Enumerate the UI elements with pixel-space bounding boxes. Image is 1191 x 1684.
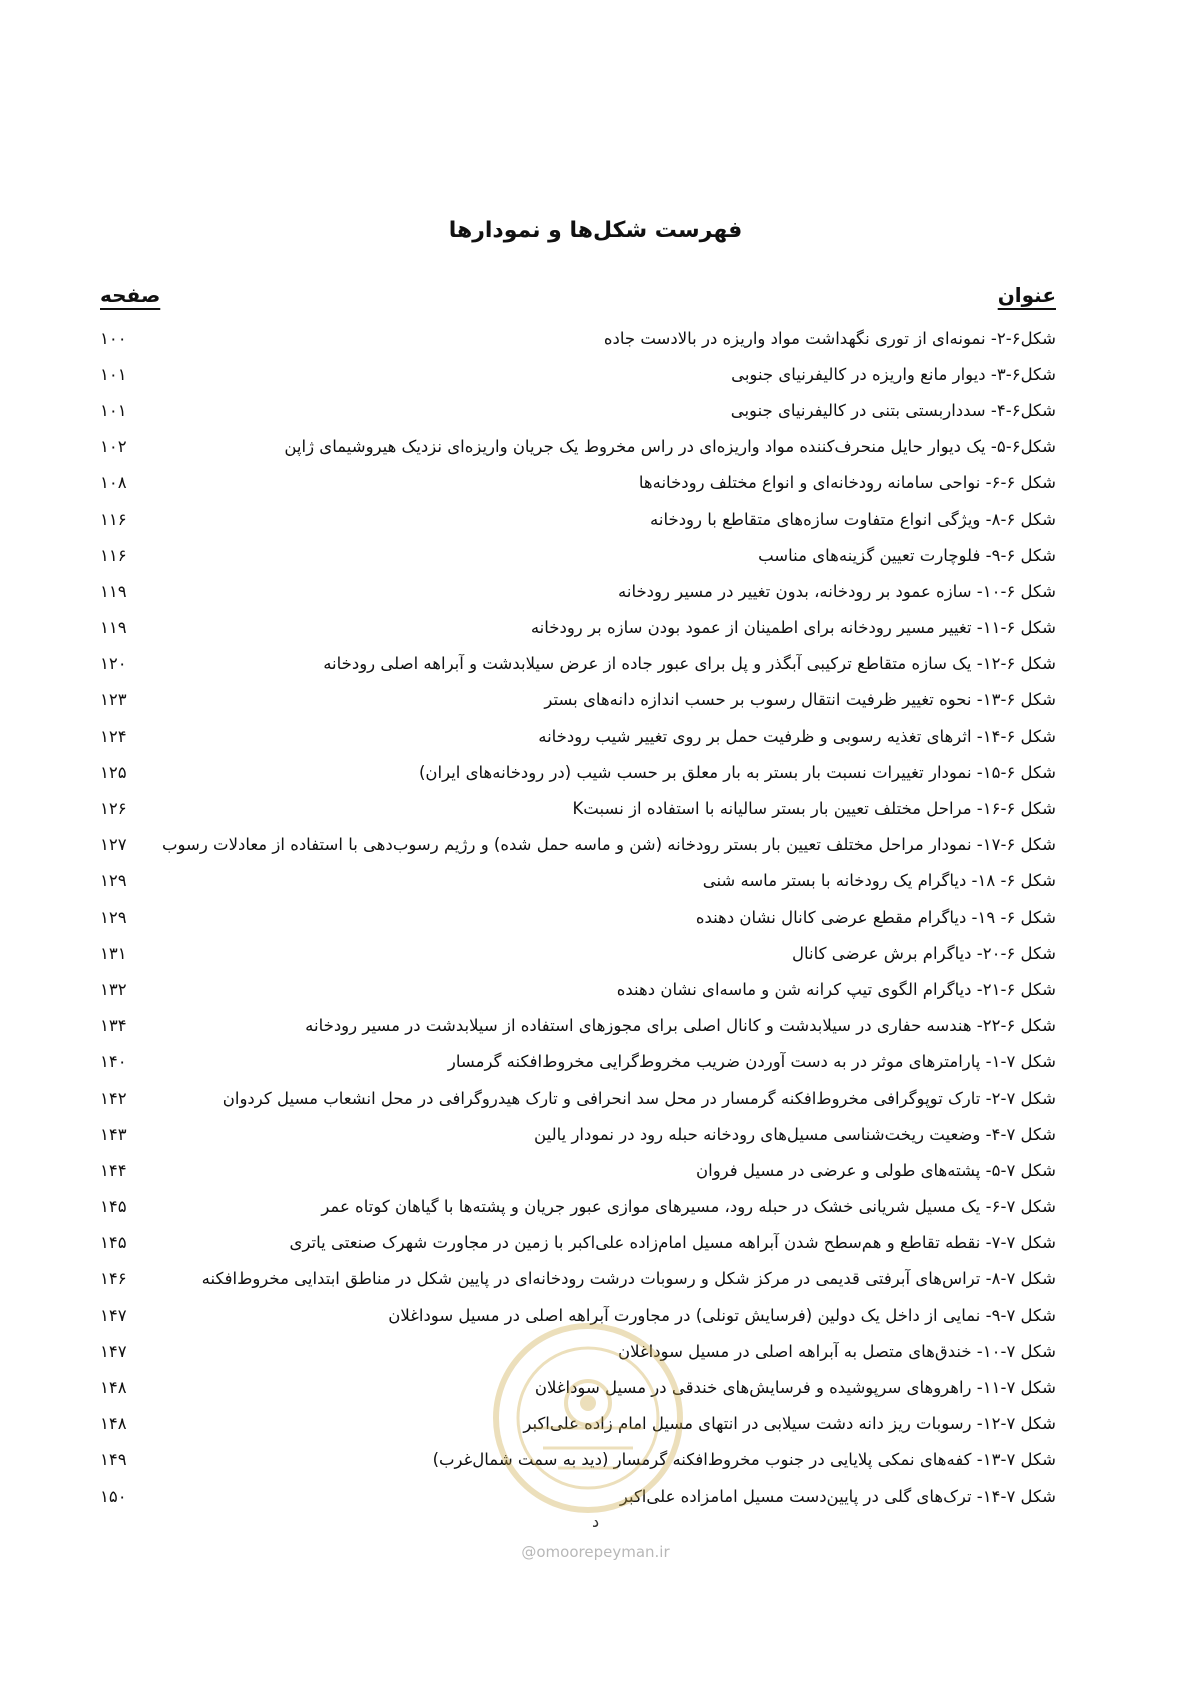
entry-title: شکل ۷-۸- تراس‌های آبرفتی قدیمی در مرکز شکل و رسوبات درشت رودخانه‌ای در پایین شکل در مناطق ابتدایی مخروط‌افکنه	[201, 1269, 1056, 1289]
entry-title: شکل۶-۳- دیوار مانع واریزه در کالیفرنیای جنوبی	[731, 364, 1056, 384]
page-title: فهرست شکل‌ها و نمودارها	[448, 218, 743, 243]
entry-page-number: ۱۲۹	[100, 907, 127, 927]
entry-title: شکل ۷-۵- پشته‌های طولی و عرضی در مسیل فروان	[696, 1160, 1056, 1180]
entry-title: شکل ۶-۱۴- اثرهای تغذیه رسوبی و ظرفیت حمل بر روی تغییر شیب رودخانه	[538, 726, 1056, 746]
toc-entry	[100, 1261, 1056, 1297]
toc-entry	[100, 501, 1056, 537]
entry-title: شکل ۷-۷- نقطه تقاطع و هم‌سطح شدن آبراهه مسیل امام‌زاده علی‌اکبر با زمین در مجاورت شهرک صنعتی یاتری	[289, 1233, 1056, 1253]
entry-title: شکل ۶-۱۱- تغییر مسیر رودخانه برای اطمینان از عمود بودن سازه بر رودخانه	[530, 618, 1056, 638]
toc-entry	[100, 1008, 1056, 1044]
entry-page-number: ۱۵۰	[100, 1486, 127, 1506]
entry-title: شکل ۶-۲۲- هندسه حفاری در سیلابدشت و کانال اصلی برای مجوزهای استفاده از سیلابدشت در مسیر رودخانه	[305, 1016, 1056, 1036]
toc-entry	[100, 1116, 1056, 1152]
entry-title: شکل ۷-۹- نمایی از داخل یک دولین (فرسایش تونلی) در مجاورت آبراهه اصلی در مسیل سوداغلان	[388, 1305, 1056, 1325]
entry-page-number: ۱۴۲	[100, 1088, 127, 1108]
entry-page-number: ۱۳۲	[100, 979, 127, 999]
toc-entry	[100, 899, 1056, 935]
entry-page-number: ۱۲۹	[100, 871, 127, 891]
toc-entry	[100, 1189, 1056, 1225]
watermark-text: @omoorepeyman.ir	[521, 1543, 670, 1561]
entry-page-number: ۱۲۷	[100, 835, 127, 855]
entry-title: شکل ۶-۱۲- یک سازه متقاطع ترکیبی آبگذر و پل برای عبور جاده از عرض سیلابدشت و آبراهه اصلی رودخانه	[323, 654, 1056, 674]
toc-entry	[100, 1080, 1056, 1116]
toc-entry	[100, 1225, 1056, 1261]
entry-title: شکل ۷-۴- وضعیت ریخت‌شناسی مسیل‌های رودخانه حبله رود در نمودار یالین	[534, 1124, 1056, 1144]
entry-title: شکل ۷-۱- پارامترهای موثر در به دست آوردن ضریب مخروط‌گرایی مخروط‌افکنه گرمسار	[447, 1052, 1056, 1072]
entry-title: شکل ۷-۶- یک مسیل شریانی خشک در حبله رود، مسیرهای موازی عبور جریان و پشته‌ها با گیاهان کوتاه عمر	[321, 1197, 1056, 1217]
toc-entry	[100, 465, 1056, 501]
entry-page-number: ۱۴۸	[100, 1378, 127, 1398]
entry-title: شکل ۶-۱۷- نمودار مراحل مختلف تعیین بار بستر رودخانه (شن و ماسه حمل شده) و رژیم رسوب‌دهی با استفاده از معادلات رسوب	[161, 835, 1056, 855]
entry-title: شکل ۷-۱۲- رسوبات ریز دانه دشت سیلابی در انتهای مسیل امام زاده علی‌اکبر	[523, 1414, 1056, 1434]
entry-page-number: ۱۴۵	[100, 1197, 127, 1217]
entry-page-number: ۱۴۹	[100, 1450, 127, 1470]
toc-entry	[100, 754, 1056, 790]
entry-title: شکل ۶-۱۵- نمودار تغییرات نسبت بار بستر به بار معلق بر حسب شیب (در رودخانه‌های ایران)	[418, 762, 1056, 782]
entry-title: شکل ۶- ۱۸- دیاگرام یک رودخانه با بستر ماسه شنی	[702, 871, 1056, 891]
toc-entry	[100, 610, 1056, 646]
entry-title: شکل۶-۴- سدداربستی بتنی در کالیفرنیای جنوبی	[730, 400, 1056, 420]
toc-entry	[100, 429, 1056, 465]
entry-page-number: ۱۴۷	[100, 1305, 127, 1325]
entry-page-number: ۱۰۰	[100, 328, 127, 348]
entry-page-number: ۱۴۷	[100, 1341, 127, 1361]
entry-title: شکل ۶-۹- فلوچارت تعیین گزینه‌های مناسب	[758, 545, 1056, 565]
toc-entry	[100, 718, 1056, 754]
toc-entry	[100, 356, 1056, 392]
entry-title: شکل ۶-۱۳- نحوه تغییر ظرفیت انتقال رسوب بر حسب اندازه دانه‌های بستر	[544, 690, 1056, 710]
entry-title: شکل ۶-۲۰- دیاگرام برش عرضی کانال	[792, 943, 1056, 963]
entry-page-number: ۱۰۸	[100, 473, 127, 493]
entry-title: شکل ۶-۲۱- دیاگرام الگوی تیپ کرانه شن و ماسه‌ای نشان دهنده	[616, 979, 1056, 999]
page-number: د	[591, 1512, 600, 1531]
toc-entry	[100, 392, 1056, 428]
entry-page-number: ۱۴۸	[100, 1414, 127, 1434]
column-header-title: عنوان	[997, 283, 1056, 307]
entry-page-number: ۱۴۶	[100, 1269, 127, 1289]
toc-entry	[100, 1152, 1056, 1188]
entry-page-number: ۱۱۶	[100, 545, 127, 565]
toc-entry	[100, 827, 1056, 863]
entry-page-number: ۱۲۳	[100, 690, 127, 710]
entry-title: شکل ۶-۱۰- سازه عمود بر رودخانه، بدون تغییر در مسیر رودخانه	[618, 581, 1056, 601]
entry-title: شکل ۷-۱۰- خندق‌های متصل به آبراهه اصلی در مسیل سوداغلان	[618, 1341, 1056, 1361]
toc-entry	[100, 537, 1056, 573]
toc-entry	[100, 971, 1056, 1007]
toc-entry	[100, 1044, 1056, 1080]
entry-title: شکل ۶-۸- ویژگی انواع متفاوت سازه‌های متقاطع با رودخانه	[650, 509, 1056, 529]
entry-page-number: ۱۳۴	[100, 1016, 127, 1036]
entry-title: شکل ۷-۱۳- کفه‌های نمکی پلایایی در جنوب مخروط‌افکنه گرمسار (دید به سمت شمال‌غرب)	[432, 1450, 1056, 1470]
entry-page-number: ۱۱۹	[100, 581, 127, 601]
toc-entry	[100, 935, 1056, 971]
entry-title: شکل ۷-۱۴- ترک‌های گلی در پایین‌دست مسیل امامزاده علی‌اکبر	[619, 1486, 1056, 1506]
entry-title: شکل ۶-۱۶- مراحل مختلف تعیین بار بستر سالیانه با استفاده از نسبتK	[572, 799, 1056, 819]
toc-entry	[100, 863, 1056, 899]
entry-page-number: ۱۴۵	[100, 1233, 127, 1253]
column-header-page: صفحه	[100, 283, 161, 307]
toc-entry	[100, 320, 1056, 356]
entry-page-number: ۱۲۴	[100, 726, 127, 746]
entry-page-number: ۱۱۶	[100, 509, 127, 529]
toc-entry	[100, 573, 1056, 609]
entry-title: شکل ۷-۱۱- راهروهای سرپوشیده و فرسایش‌های خندقی در مسیل سوداغلان	[534, 1378, 1056, 1398]
toc-entry	[100, 682, 1056, 718]
entry-page-number: ۱۰۱	[100, 364, 127, 384]
entry-page-number: ۱۴۳	[100, 1124, 127, 1144]
entry-page-number: ۱۰۱	[100, 400, 127, 420]
entry-page-number: ۱۰۲	[100, 437, 127, 457]
entry-page-number: ۱۲۵	[100, 762, 127, 782]
entry-page-number: ۱۳۱	[100, 943, 127, 963]
entry-title: شکل ۶- ۱۹- دیاگرام مقطع عرضی کانال نشان دهنده	[695, 907, 1056, 927]
entry-title: شکل ۷-۲- تارک توپوگرافی مخروط‌افکنه گرمسار در محل سد انحرافی و تارک هیدروگرافی در محل انشعاب مسیل کردوان	[222, 1088, 1056, 1108]
toc-entry	[100, 790, 1056, 826]
toc-entry	[100, 646, 1056, 682]
entry-title: شکل ۶-۶- نواحی سامانه رودخانه‌ای و انواع مختلف رودخانه‌ها	[638, 473, 1056, 493]
seal-logo-icon	[488, 1318, 688, 1518]
entry-page-number: ۱۲۶	[100, 799, 127, 819]
entry-title: شکل۶-۲- نمونه‌ای از توری نگهداشت مواد واریزه در بالادست جاده	[603, 328, 1056, 348]
entry-page-number: ۱۱۹	[100, 618, 127, 638]
entry-title: شکل۶-۵- یک دیوار حایل منحرف‌کننده مواد واریزه‌ای در راس مخروط یک جریان واریزه‌ای نزدیک هیروشیمای ژاپن	[284, 437, 1056, 457]
entry-page-number: ۱۲۰	[100, 654, 127, 674]
entry-page-number: ۱۴۴	[100, 1160, 127, 1180]
entry-page-number: ۱۴۰	[100, 1052, 127, 1072]
